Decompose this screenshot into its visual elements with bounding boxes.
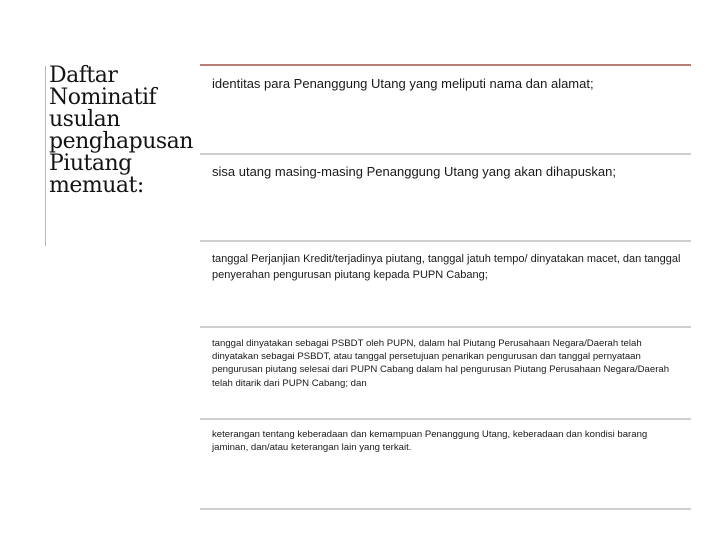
heading-line: Piutang <box>49 151 132 176</box>
item-separator <box>200 326 691 328</box>
heading-line: memuat: <box>49 173 144 198</box>
item-separator <box>200 153 691 155</box>
list-item: tanggal Perjanjian Kredit/terjadinya piutang, tanggal jatuh tempo/ dinyatakan macet, dan tanggal penyerahan pengurusan piutang kepada PUPN Cabang; <box>212 253 681 281</box>
heading-line: Daftar <box>49 63 118 88</box>
top-accent-rule <box>200 64 691 66</box>
heading-line: Nominatif <box>49 85 157 110</box>
item-separator <box>200 418 691 420</box>
left-vertical-rule <box>45 66 46 246</box>
heading-line: usulan <box>49 107 120 132</box>
item-separator <box>200 508 691 510</box>
item-separator <box>200 240 691 242</box>
list-item: keterangan tentang keberadaan dan kemampuan Penanggung Utang, keberadaan dan kondisi barang jaminan, dan/atau keterangan lain yang terkait. <box>212 429 648 453</box>
heading-line: penghapusan <box>49 129 193 154</box>
list-item: sisa utang masing-masing Penanggung Utang yang akan dihapuskan; <box>212 164 616 179</box>
list-item: tanggal dinyatakan sebagai PSBDT oleh PUPN, dalam hal Piutang Perusahaan Negara/Daerah telah dinyatakan sebagai PSBDT, atau tanggal persetujuan penarikan pengurusan dan tanggal pernyataan pengurusan piutang selesai dari PUPN Cabang dalam hal pengurusan Piutang Perusahaan Negara/Daerah telah ditarik dari PUPN Cabang; dan <box>212 338 670 389</box>
section-heading <box>49 65 199 197</box>
list-item: identitas para Penanggung Utang yang meliputi nama dan alamat; <box>212 76 594 91</box>
